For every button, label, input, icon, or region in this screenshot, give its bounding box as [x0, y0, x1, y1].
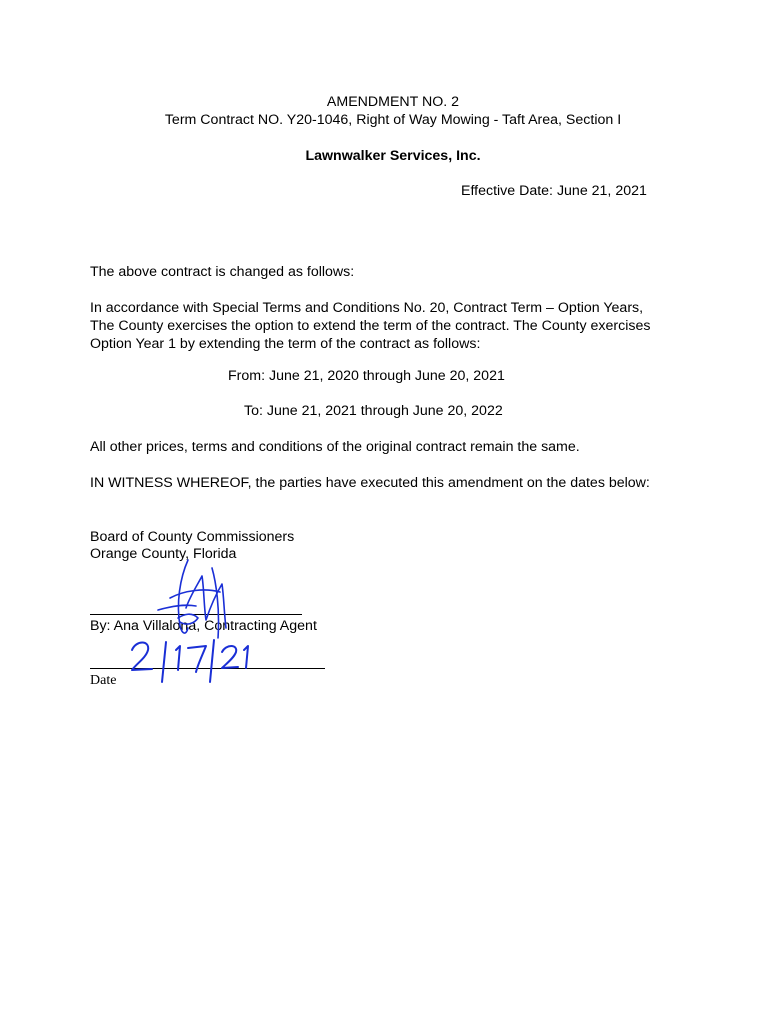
vendor-name: Lawnwalker Services, Inc. — [305, 148, 481, 164]
amendment-title: AMENDMENT NO. 2 — [326, 94, 460, 110]
date-label: Date — [90, 673, 117, 688]
other-terms-text: All other prices, terms and conditions of the original contract remain the same. — [90, 439, 580, 455]
paragraph-line-1: In accordance with Special Terms and Conditions No. 20, Contract Term – Option Years, — [90, 300, 644, 316]
org-line-2: Orange County, Florida — [90, 546, 237, 562]
handwritten-date — [126, 636, 256, 686]
paragraph-line-2: The County exercises the option to extend the term of the contract. The County exercises — [90, 318, 651, 334]
paragraph-line-3: Option Year 1 by extending the term of the contract as follows: — [90, 336, 481, 352]
handwritten-signature — [150, 548, 250, 648]
signer-name: By: Ana Villalona, Contracting Agent — [90, 618, 317, 634]
contract-line: Term Contract NO. Y20-1046, Right of Way Mowing - Taft Area, Section I — [164, 112, 622, 128]
term-to-line: To: June 21, 2021 through June 20, 2022 — [244, 403, 503, 419]
effective-date: Effective Date: June 21, 2021 — [461, 183, 647, 199]
org-line-1: Board of County Commissioners — [90, 529, 295, 545]
intro-text: The above contract is changed as follows: — [90, 264, 355, 280]
witness-text: IN WITNESS WHEREOF, the parties have executed this amendment on the dates below: — [90, 475, 650, 491]
term-from-line: From: June 21, 2020 through June 20, 2021 — [228, 368, 505, 384]
